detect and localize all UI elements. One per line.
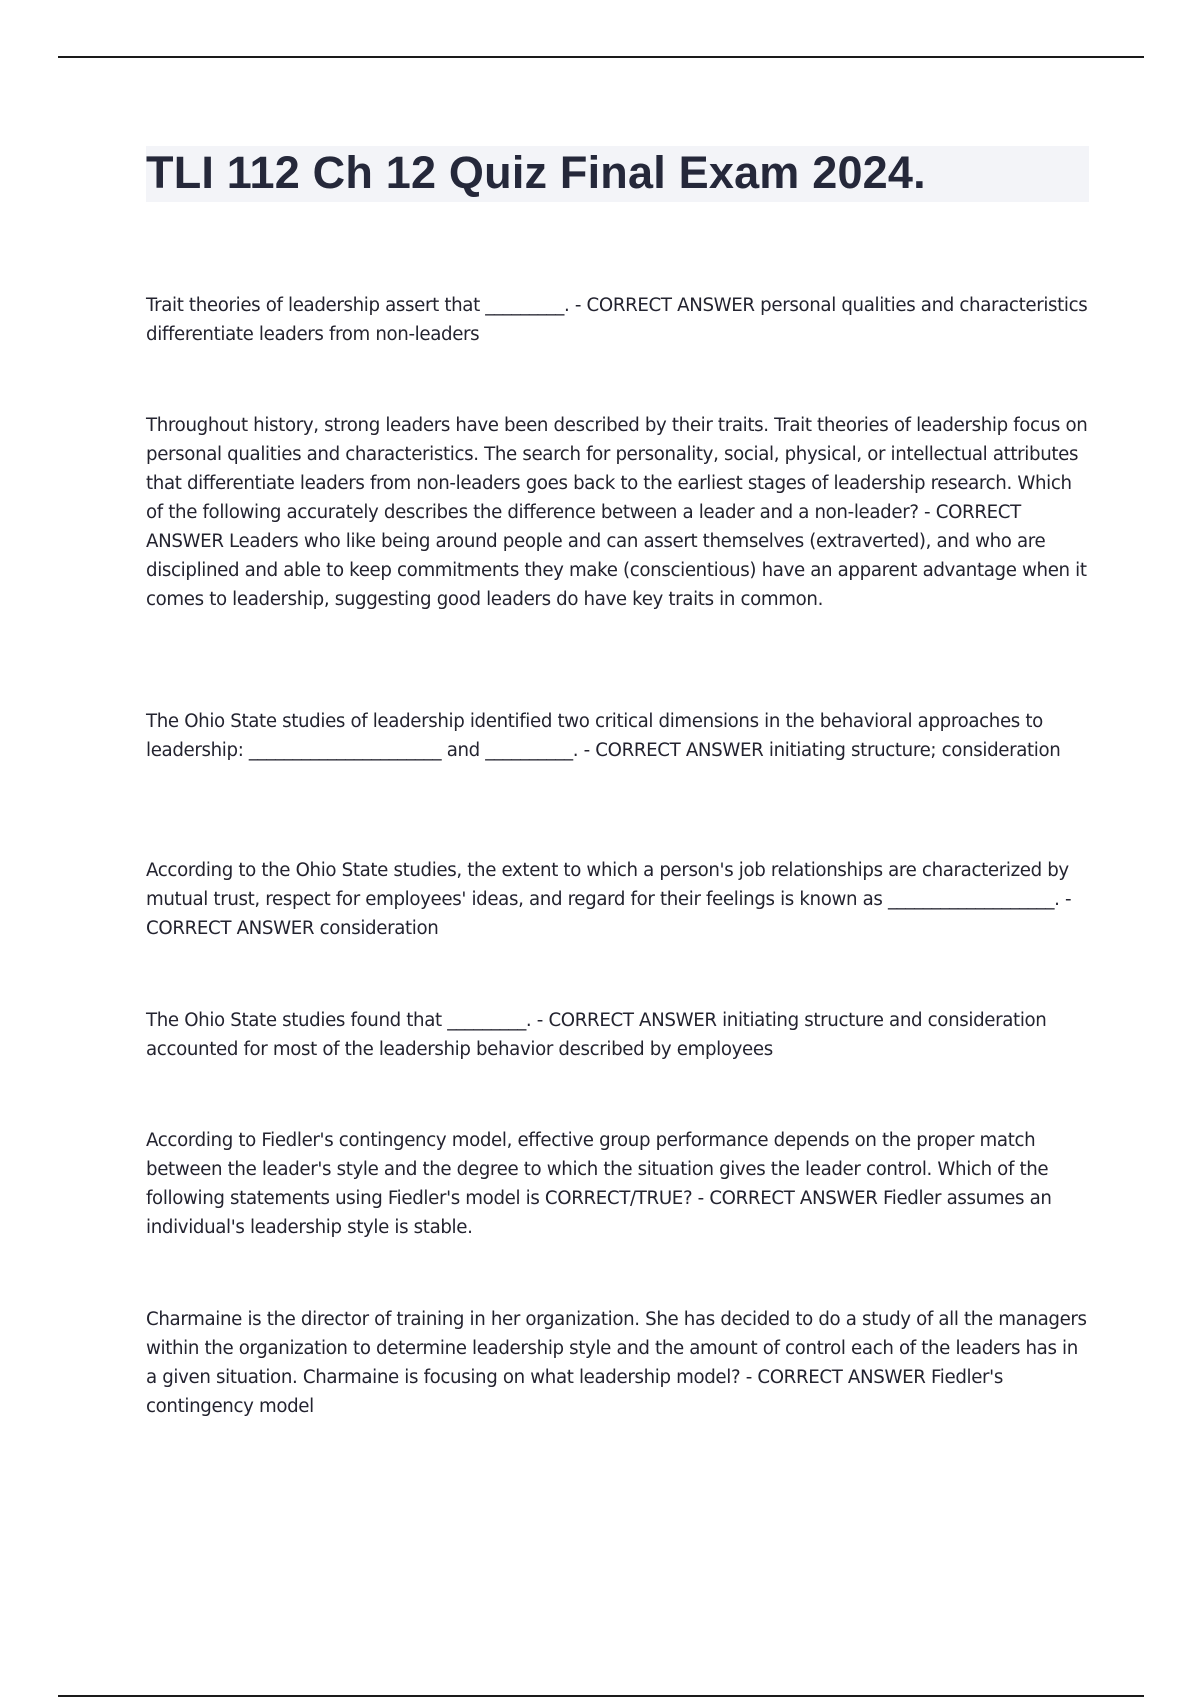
question-text: According to the Ohio State studies, the extent to which a person's job relationships are characterized by mutual trust, respect for employees' ideas, and regard for their feelings is known as ___________________. -: [146, 860, 1072, 910]
answer-text: Fiedler's contingency model: [146, 1367, 1003, 1417]
qa-item-3: [146, 707, 1091, 765]
qa-item-2: [146, 411, 1091, 614]
answer-text: personal qualities and characteristics differentiate leaders from non-leaders: [146, 295, 1088, 345]
answer-label: CORRECT ANSWER: [586, 295, 755, 316]
qa-item-7: [146, 1305, 1091, 1421]
answer-text: consideration: [319, 918, 439, 939]
answer-text: initiating structure and consideration accounted for most of the leadership behavior described by employees: [146, 1010, 1047, 1060]
page-title: TLI 112 Ch 12 Quiz Final Exam 2024.: [146, 147, 926, 198]
qa-item-4: [146, 856, 1091, 943]
answer-label: CORRECT ANSWER: [595, 740, 764, 761]
answer-label: CORRECT ANSWER: [146, 502, 1021, 552]
question-text: According to Fiedler's contingency model, effective group performance depends on the proper match between the leader's style and the degree to which the situation gives the leader control. Which of the following statements using Fiedler's model is CORRECT/TRUE? -: [146, 1130, 1049, 1209]
answer-text: Leaders who like being around people and can assert themselves (extraverted), and who are disciplined and able to keep commitments they make (conscientious) have an apparent advantage when it comes to leadership, suggesting good leaders do have key traits in common.: [146, 531, 1087, 610]
question-text: Trait theories of leadership assert that _________. -: [146, 295, 582, 316]
qa-item-1: [146, 291, 1091, 349]
answer-text: Fiedler assumes an individual's leadership style is stable.: [146, 1188, 1052, 1238]
question-text: Throughout history, strong leaders have been described by their traits. Trait theories of leadership focus on personal qualities and characteristics. The search for personality, social, physical, or intellectual attributes that differentiate leaders from non-leaders goes back to the earliest stages of leadership research. Which of the following accurately describes the difference between a leader and a non-leader? -: [146, 415, 1088, 523]
answer-label: CORRECT ANSWER: [757, 1367, 926, 1388]
question-text: The Ohio State studies found that _________. -: [146, 1010, 544, 1031]
question-text: The Ohio State studies of leadership identified two critical dimensions in the behavioral approaches to leadership: ______________________ and __________. -: [146, 711, 1043, 761]
qa-item-6: [146, 1126, 1091, 1242]
answer-label: CORRECT ANSWER: [146, 918, 315, 939]
qa-item-5: [146, 1006, 1091, 1064]
top-rule: [58, 56, 1144, 58]
answer-label: CORRECT ANSWER: [709, 1188, 878, 1209]
question-text: Charmaine is the director of training in her organization. She has decided to do a study of all the managers within the organization to determine leadership style and the amount of control each of the leaders has in a given situation. Charmaine is focusing on what leadership model? -: [146, 1309, 1087, 1388]
bottom-rule: [58, 1695, 1144, 1697]
answer-label: CORRECT ANSWER: [548, 1010, 717, 1031]
answer-text: initiating structure; consideration: [768, 740, 1061, 761]
